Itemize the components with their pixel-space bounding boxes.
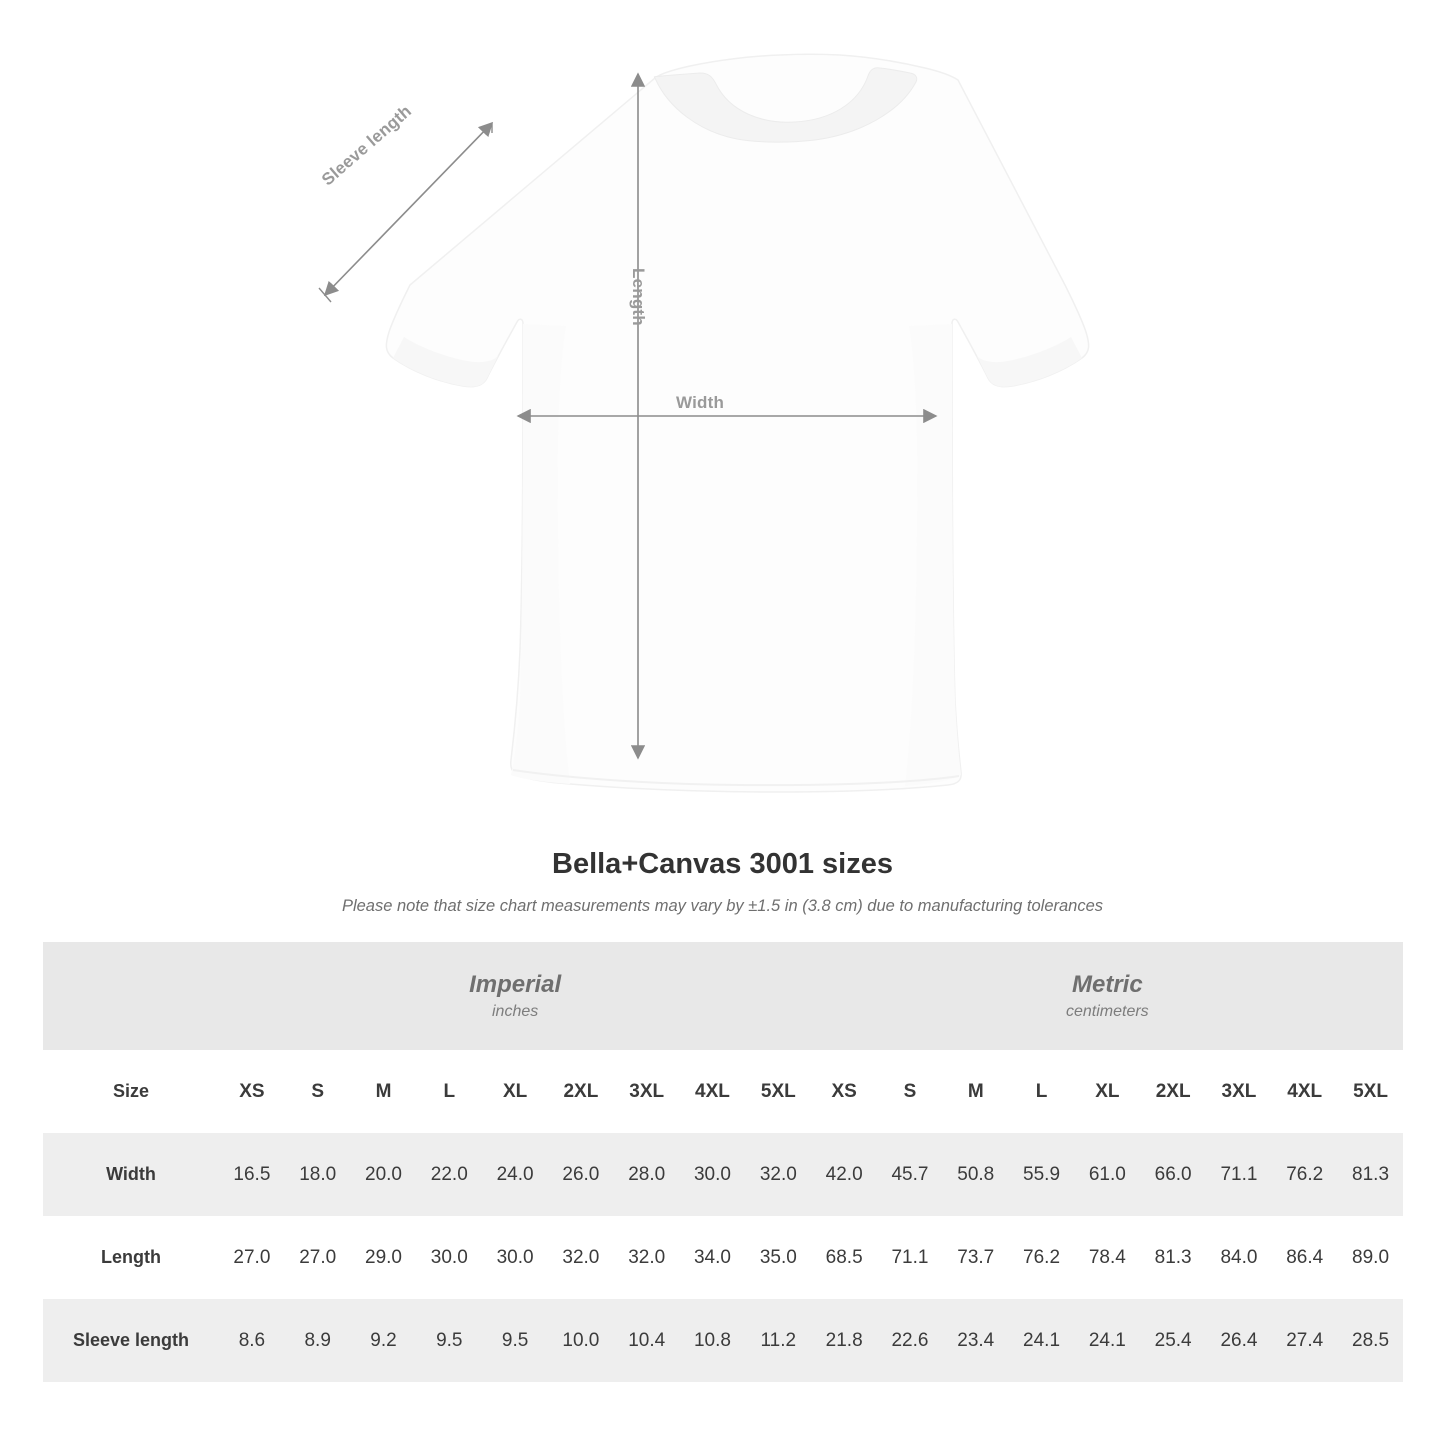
cell-length-imp-3: 30.0 xyxy=(416,1216,482,1299)
cell-width-met-7: 76.2 xyxy=(1272,1133,1338,1216)
cell-sleeve-met-5: 25.4 xyxy=(1140,1299,1206,1382)
title-block xyxy=(0,848,1445,916)
row-label-sleeve-length: Sleeve length xyxy=(43,1299,219,1382)
row-label-length: Length xyxy=(43,1216,219,1299)
size-header-met-l: L xyxy=(1009,1050,1075,1133)
unit-system-spacer xyxy=(43,942,219,1050)
cell-sleeve-imp-7: 10.8 xyxy=(680,1299,746,1382)
table-row xyxy=(43,1133,1403,1216)
cell-width-imp-5: 26.0 xyxy=(548,1133,614,1216)
size-header-met-4xl: 4XL xyxy=(1272,1050,1338,1133)
cell-length-imp-1: 27.0 xyxy=(285,1216,351,1299)
size-header-met-xl: XL xyxy=(1074,1050,1140,1133)
imperial-unit: inches xyxy=(492,1003,539,1021)
cell-sleeve-imp-5: 10.0 xyxy=(548,1299,614,1382)
cell-width-met-8: 81.3 xyxy=(1338,1133,1404,1216)
cell-sleeve-imp-4: 9.5 xyxy=(482,1299,548,1382)
cell-width-met-4: 61.0 xyxy=(1074,1133,1140,1216)
cell-length-imp-7: 34.0 xyxy=(680,1216,746,1299)
cell-length-imp-4: 30.0 xyxy=(482,1216,548,1299)
cell-length-imp-2: 29.0 xyxy=(351,1216,417,1299)
cell-sleeve-met-2: 23.4 xyxy=(943,1299,1009,1382)
width-label: Width xyxy=(676,393,725,412)
cell-sleeve-met-8: 28.5 xyxy=(1338,1299,1404,1382)
cell-width-imp-4: 24.0 xyxy=(482,1133,548,1216)
size-header-imp-xl: XL xyxy=(482,1050,548,1133)
size-header-met-xs: XS xyxy=(811,1050,877,1133)
cell-length-imp-5: 32.0 xyxy=(548,1216,614,1299)
table-row xyxy=(43,1299,1403,1382)
cell-sleeve-imp-8: 11.2 xyxy=(745,1299,811,1382)
cell-width-imp-3: 22.0 xyxy=(416,1133,482,1216)
cell-width-imp-0: 16.5 xyxy=(219,1133,285,1216)
size-header-imp-2xl: 2XL xyxy=(548,1050,614,1133)
tolerance-note: Please note that size chart measurements may vary by ±1.5 in (3.8 cm) due to manufacturing tolerances xyxy=(341,897,1104,915)
unit-system-imperial xyxy=(219,942,811,1050)
size-header-met-s: S xyxy=(877,1050,943,1133)
size-header-imp-5xl: 5XL xyxy=(745,1050,811,1133)
cell-sleeve-met-3: 24.1 xyxy=(1009,1299,1075,1382)
row-label-width: Width xyxy=(43,1133,219,1216)
cell-length-met-7: 86.4 xyxy=(1272,1216,1338,1299)
size-header-met-3xl: 3XL xyxy=(1206,1050,1272,1133)
metric-unit: centimeters xyxy=(1065,1003,1149,1021)
cell-length-imp-8: 35.0 xyxy=(745,1216,811,1299)
imperial-name: Imperial xyxy=(469,970,562,998)
size-header-row xyxy=(43,1050,1403,1133)
shirt-shape xyxy=(386,54,1088,792)
cell-length-met-1: 71.1 xyxy=(877,1216,943,1299)
cell-width-met-3: 55.9 xyxy=(1009,1133,1075,1216)
cell-length-imp-6: 32.0 xyxy=(614,1216,680,1299)
sleeve-length-label: Sleeve length xyxy=(318,101,416,190)
page-title: Bella+Canvas 3001 sizes xyxy=(552,848,893,880)
cell-length-met-4: 78.4 xyxy=(1074,1216,1140,1299)
size-header-imp-l: L xyxy=(416,1050,482,1133)
cell-sleeve-met-0: 21.8 xyxy=(811,1299,877,1382)
size-header-met-m: M xyxy=(943,1050,1009,1133)
size-header-imp-3xl: 3XL xyxy=(614,1050,680,1133)
cell-width-imp-7: 30.0 xyxy=(680,1133,746,1216)
cell-length-met-3: 76.2 xyxy=(1009,1216,1075,1299)
cell-width-met-6: 71.1 xyxy=(1206,1133,1272,1216)
cell-sleeve-imp-0: 8.6 xyxy=(219,1299,285,1382)
cell-length-met-5: 81.3 xyxy=(1140,1216,1206,1299)
size-header-imp-4xl: 4XL xyxy=(680,1050,746,1133)
unit-system-row xyxy=(43,942,1403,1050)
size-header-imp-m: M xyxy=(351,1050,417,1133)
cell-length-met-6: 84.0 xyxy=(1206,1216,1272,1299)
length-label: Length xyxy=(629,268,648,326)
cell-width-imp-8: 32.0 xyxy=(745,1133,811,1216)
cell-sleeve-met-7: 27.4 xyxy=(1272,1299,1338,1382)
size-header-met-5xl: 5XL xyxy=(1338,1050,1404,1133)
size-header-imp-xs: XS xyxy=(219,1050,285,1133)
size-header-imp-s: S xyxy=(285,1050,351,1133)
size-table-wrapper xyxy=(0,942,1445,1382)
cell-sleeve-met-4: 24.1 xyxy=(1074,1299,1140,1382)
cell-width-met-0: 42.0 xyxy=(811,1133,877,1216)
cell-width-imp-2: 20.0 xyxy=(351,1133,417,1216)
cell-length-imp-0: 27.0 xyxy=(219,1216,285,1299)
cell-sleeve-met-1: 22.6 xyxy=(877,1299,943,1382)
cell-sleeve-met-6: 26.4 xyxy=(1206,1299,1272,1382)
cell-length-met-8: 89.0 xyxy=(1338,1216,1404,1299)
cell-sleeve-imp-6: 10.4 xyxy=(614,1299,680,1382)
table-row xyxy=(43,1216,1403,1299)
unit-system-metric xyxy=(811,942,1403,1050)
cell-width-imp-6: 28.0 xyxy=(614,1133,680,1216)
cell-length-met-2: 73.7 xyxy=(943,1216,1009,1299)
cell-sleeve-imp-1: 8.9 xyxy=(285,1299,351,1382)
cell-sleeve-imp-2: 9.2 xyxy=(351,1299,417,1382)
metric-name: Metric xyxy=(1072,970,1143,998)
cell-length-met-0: 68.5 xyxy=(811,1216,877,1299)
size-table xyxy=(43,942,1403,1382)
cell-width-met-5: 66.0 xyxy=(1140,1133,1206,1216)
cell-width-met-1: 45.7 xyxy=(877,1133,943,1216)
size-header-label: Size xyxy=(43,1050,219,1133)
cell-width-imp-1: 18.0 xyxy=(285,1133,351,1216)
cell-width-met-2: 50.8 xyxy=(943,1133,1009,1216)
size-header-met-2xl: 2XL xyxy=(1140,1050,1206,1133)
cell-sleeve-imp-3: 9.5 xyxy=(416,1299,482,1382)
